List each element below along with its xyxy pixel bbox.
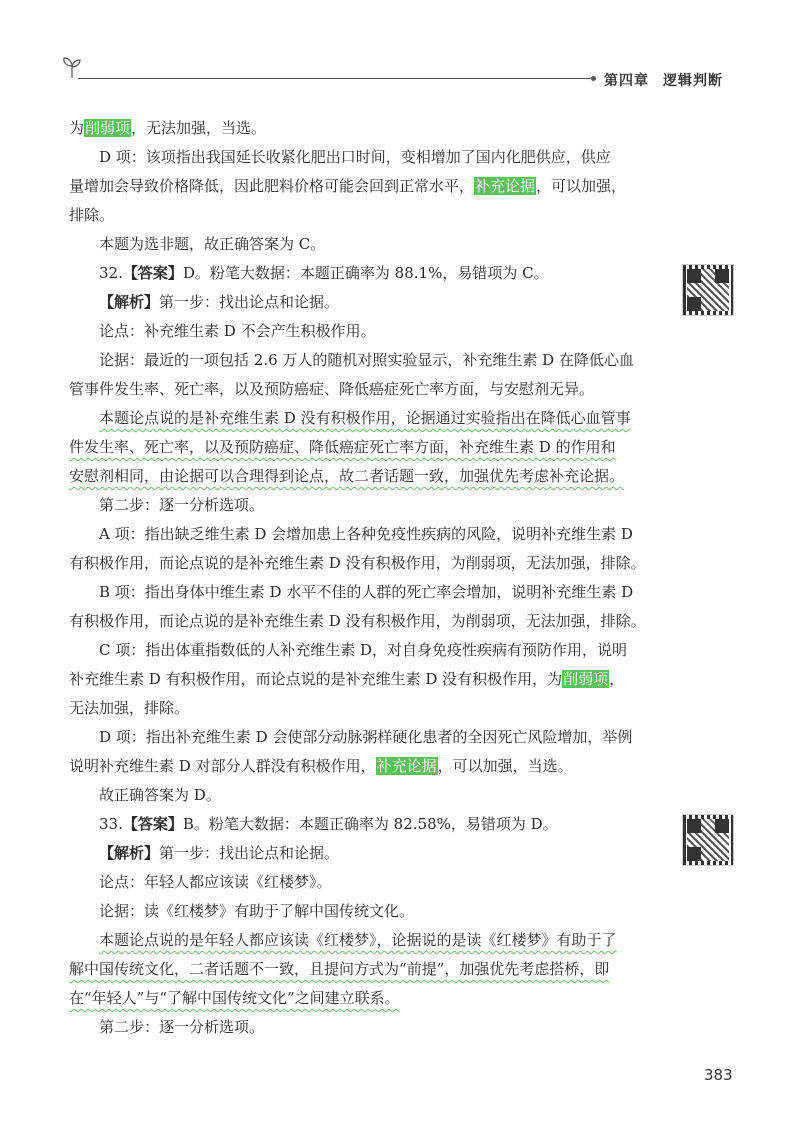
text-line: 量增加会导致价格降低，因此肥料价格可能会回到正常水平，补充论据，可以加强， xyxy=(69,177,627,195)
text-line: B 项：指出身体中维生素 D 水平不佳的人群的死亡率会增加，说明补充维生素 D xyxy=(99,583,634,601)
page-number: 383 xyxy=(704,1066,733,1084)
chapter-number: 第四章 xyxy=(604,73,649,89)
highlight-tag: 削弱项 xyxy=(85,119,131,137)
text-line: 有积极作用，而论点说的是补充维生素 D 没有积极作用，为削弱项，无法加强，排除。 xyxy=(69,554,646,572)
text-line: D 项：指出补充维生素 D 会使部分动脉粥样硬化患者的全因死亡风险增加，举例 xyxy=(99,728,633,746)
wavy-text-line: 本题论点说的是补充维生素 D 没有积极作用，论据通过实验指出在降低心血管事 xyxy=(99,409,631,427)
qr-code[interactable] xyxy=(682,264,734,316)
wavy-text-line: 在“年轻人”与“了解中国传统文化”之间建立联系。 xyxy=(69,989,400,1007)
chapter-title xyxy=(604,70,723,90)
page-body xyxy=(69,114,669,1042)
text-line: C 项：指出体重指数低的人补充维生素 D，对自身免疫性疾病有预防作用，说明 xyxy=(99,641,628,659)
text-line: 论点：年轻人都应该读《红楼梦》。 xyxy=(99,873,332,891)
answer-line: 33.【答案】B。粉笔大数据：本题正确率为 82.58%，易错项为 D。 xyxy=(99,815,558,833)
text-line: 第二步：逐一分析选项。 xyxy=(99,1018,265,1036)
analysis-line: 【解析】第一步：找出论点和论据。 xyxy=(99,293,340,311)
text-line: 排除。 xyxy=(69,206,115,224)
qr-code[interactable] xyxy=(682,814,734,866)
text-line: 为削弱项，无法加强，当选。 xyxy=(69,119,267,137)
highlight-tag: 补充论据 xyxy=(475,177,536,195)
highlight-tag: 削弱项 xyxy=(563,670,609,688)
header-rule xyxy=(78,78,594,79)
text-line: 故正确答案为 D。 xyxy=(99,786,221,804)
text-line: 本题为选非题，故正确答案为 C。 xyxy=(99,235,326,253)
text-line: 管事件发生率、死亡率，以及预防癌症、降低癌症死亡率方面，与安慰剂无异。 xyxy=(69,380,595,398)
text-line: 第二步：逐一分析选项。 xyxy=(99,496,265,514)
text-line: 无法加强，排除。 xyxy=(69,699,190,717)
text-line: A 项：指出缺乏维生素 D 会增加患上各种免疫性疾病的风险，说明补充维生素 D xyxy=(99,525,633,543)
analysis-line: 【解析】第一步：找出论点和论据。 xyxy=(99,844,340,862)
wavy-text-line: 件发生率、死亡率，以及预防癌症、降低癌症死亡率方面，补充维生素 D 的作用和 xyxy=(69,438,616,456)
wavy-text-line: 解中国传统文化，二者话题不一致，且提问方式为“前提”，加强优先考虑搭桥，即 xyxy=(69,960,610,978)
text-line: D 项：该项指出我国延长收紧化肥出口时间，变相增加了国内化肥供应，供应 xyxy=(99,148,611,166)
page-header xyxy=(0,0,800,100)
text-line: 说明补充维生素 D 对部分人群没有积极作用，补充论据，可以加强，当选。 xyxy=(69,757,573,775)
text-line: 论点：补充维生素 D 不会产生积极作用。 xyxy=(99,322,376,340)
sprout-icon xyxy=(60,54,84,80)
chapter-section: 逻辑判断 xyxy=(663,73,723,89)
answer-line: 32.【答案】D。粉笔大数据：本题正确率为 88.1%，易错项为 C。 xyxy=(99,264,549,282)
wavy-text-line: 本题论点说的是年轻人都应该读《红楼梦》，论据说的是读《红楼梦》有助于了 xyxy=(99,931,617,949)
text-line: 论据：读《红楼梦》有助于了解中国传统文化。 xyxy=(99,902,415,920)
wavy-text-line: 安慰剂相同，由论据可以合理得到论点，故二者话题一致，加强优先考虑补充论据。 xyxy=(69,467,625,485)
text-line: 补充维生素 D 有积极作用，而论点说的是补充维生素 D 没有积极作用，为削弱项， xyxy=(69,670,625,688)
text-line: 论据：最近的一项包括 2.6 万人的随机对照实验显示，补充维生素 D 在降低心血 xyxy=(99,351,634,369)
highlight-tag: 补充论据 xyxy=(376,757,437,775)
text-line: 有积极作用，而论点说的是补充维生素 D 没有积极作用，为削弱项，无法加强，排除。 xyxy=(69,612,646,630)
